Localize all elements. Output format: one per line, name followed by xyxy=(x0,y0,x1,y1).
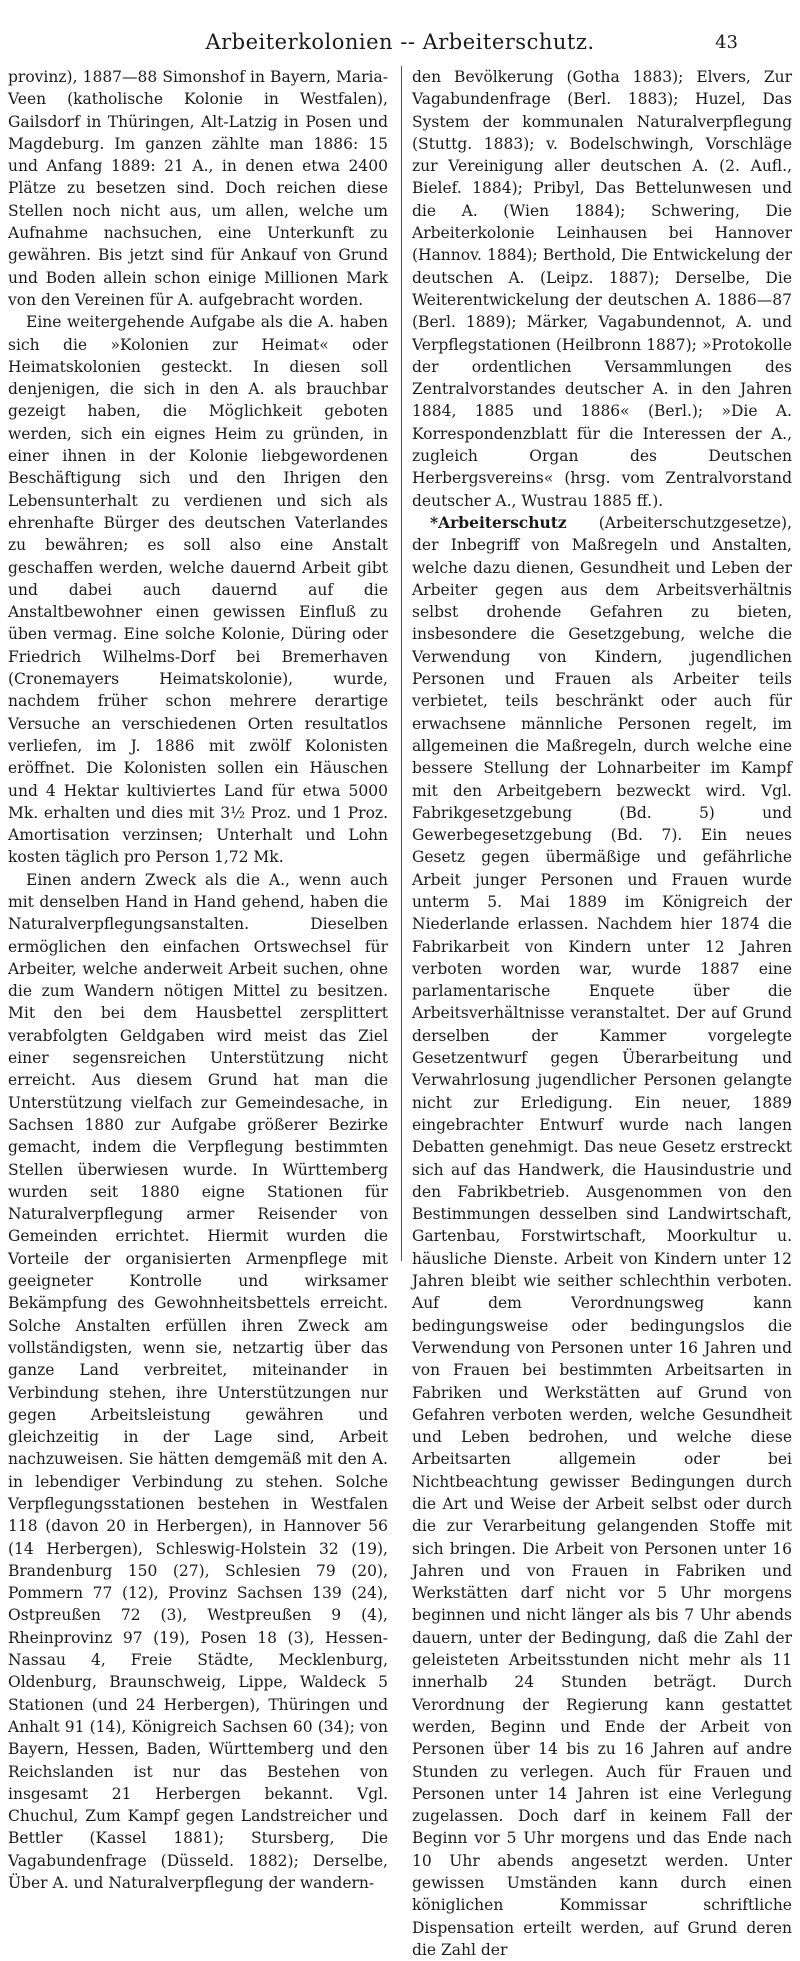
paragraph: provinz), 1887—88 Simonshof in Bayern, Maria-Veen (katholische Kolonie in Westfalen), Gailsdorf in Thüringen, Alt-Latzig in Posen und Magdeburg. Im ganzen zählte man 1886: 15 und Anfang 1889: 21 A., in denen etwa 2400 Plätze zu besetzen sind. Doch reichen diese Stellen noch nicht aus, um allen, welche um Aufnahme nachsuchen, eine Unterkunft zu gewähren. Bis jetzt sind für Ankauf von Grund und Boden allein schon einige Millionen Mark von den Vereinen für A. aufgebracht worden. xyxy=(8,68,388,309)
paragraph: Eine weitergehende Aufgabe als die A. haben sich die »Kolonien zur Heimat« oder Heimatskolonien gesteckt. In diesen soll denjenigen, die sich in den A. als brauchbar gezeigt haben, die Möglichkeit geboten werden, sich ein eignes Heim zu gründen, in einer ihnen in der Kolonie liebgewordenen Beschäftigung sich und den Ihrigen den Lebensunterhalt zu verdienen und sich als ehrenhafte Bürger des deutschen Vaterlandes zu bewähren; es soll also eine Anstalt geschaffen werden, welche dauernd Arbeit gibt und dabei auch dauernd auf die Anstaltbewohner einen gewissen Einfluß zu üben vermag. Eine solche Kolonie, Düring oder Friedrich Wilhelms-Dorf bei Bremerhaven (Cronemayers Heimatskolonie), wurde, nachdem früher schon mehrere derartige Versuche an verschiedenen Orten resultatlos verliefen, im J. 1886 mit zwölf Kolonisten eröffnet. Die Kolonisten sollen ein Häuschen und 4 Hektar kultiviertes Land für etwa 5000 Mk. erhalten und dies mit 3½ Proz. und 1 Proz. Amortisation verzinsen; Unterhalt und Lohn kosten täglich pro Person 1,72 Mk. xyxy=(8,313,388,867)
entry-arbeiterschutz xyxy=(412,512,792,1961)
paragraph: Einen andern Zweck als die A., wenn auch mit denselben Hand in Hand gehend, haben die Naturalverpflegungsanstalten. Dieselben ermöglichen den einfachen Ortswechsel für Arbeiter, welche anderweit Arbeit suchen, ohne die zum Wandern nötigen Mittel zu besitzen. Mit den bei dem Hausbettel zersplittert verabfolgten Geldgaben wird meist das Ziel einer segensreichen Unterstützung nicht erreicht. Aus diesem Grund hat man die Unterstützung vielfach zur Gemeindesache, in Sachsen 1880 zur Aufgabe größerer Bezirke gemacht, indem die Verpflegung bestimmten Stellen überwiesen wurde. In Württemberg wurden seit 1880 eigne Stationen für Naturalverpflegung armer Reisender von Gemeinden errichtet. Hiermit wurden die Vorteile der organisierten Armenpflege mit geeigneter Kontrolle und wirksamer Bekämpfung des Gewohnheitsbettels erreicht. Solche Anstalten erfüllen ihren Zweck am vollständigsten, wenn sie, netzartig über das ganze Land verbreitet, miteinander in Verbindung stehen, ihre Unterstützungen nur gegen Arbeitsleistung gewähren und gleichzeitig in der Lage sind, Arbeit nachzuweisen. Sie hätten demgemäß mit den A. in lebendiger Verbindung zu stehen. Solche Verpflegungsstationen bestehen in Westfalen 118 (davon 20 in Herbergen), in Hannover 56 (14 Herbergen), Schleswig-Holstein 32 (19), Brandenburg 150 (27), Schlesien 79 (20), Pommern 77 (12), Provinz Sachsen 139 (24), Ostpreußen 72 (3), Westpreußen 9 (4), Rheinprovinz 97 (19), Posen 18 (3), Hessen-Nassau 4, Freie Städte, Mecklenburg, Oldenburg, Braunschweig, Lippe, Waldeck 5 Stationen (und 24 Herbergen), Thüringen und Anhalt 91 (14), Königreich Sachsen 60 (34); von Bayern, Hessen, Baden, Württemberg und den Reichslanden ist nur das Bestehen von insgesamt 21 Herbergen bekannt. Vgl. Chuchul, Zum Kampf gegen Landstreicher und Bettler (Kassel 1881); Stursberg, Die Vagabundenfrage (Düsseld. 1882); Derselbe, Über A. und Naturalverpflegung der wandern- xyxy=(8,870,388,1893)
running-title: Arbeiterkolonien -- Arbeiterschutz. xyxy=(205,30,595,54)
page-number: 43 xyxy=(715,32,738,53)
entry-text: (Arbeiterschutzgesetze), der Inbegriff von Maßregeln und Anstalten, welche dazu dienen, Gesundheit und Leben der Arbeiter gegen aus dem Arbeitsverhältnis selbst drohende Gefahren zu bieten, insbesondere die Gesetzgebung, welche die Verwendung von Kindern, jugendlichen Personen und Frauen als Arbeiter teils verbietet, teils beschränkt oder auch für erwachsene männliche Personen regelt, im allgemeinen die Maßregeln, durch welche eine bessere Stellung der Lohnarbeiter im Kampf mit den Arbeitgebern bezweckt wird. Vgl. Fabrikgesetzgebung (Bd. 5) und Gewerbegesetzgebung (Bd. 7). Ein neues Gesetz gegen übermäßige und gefährliche Arbeit junger Personen und Frauen wurde unterm 5. Mai 1889 im Königreich der Niederlande erlassen. Nachdem hier 1874 die Fabrikarbeit von Kindern unter 12 Jahren verboten worden war, wurde 1887 eine parlamentarische Enquete über die Arbeitsverhältnisse veranstaltet. Der auf Grund derselben der Kammer vorgelegte Gesetzentwurf gegen Überarbeitung und Verwahrlosung jugendlicher Personen gelangte nicht zur Erledigung. Ein neuer, 1889 eingebrachter Entwurf wurde nach langen Debatten genehmigt. Das neue Gesetz erstreckt sich auf das Handwerk, die Hausindustrie und den Fabrikbetrieb. Ausgenommen von den Bestimmungen desselben sind Landwirtschaft, Gartenbau, Forstwirtschaft, Moorkultur u. häusliche Dienste. Arbeit von Kindern unter 12 Jahren bleibt wie seither schlechthin verboten. Auf dem Verordnungsweg kann bedingungsweise oder bedingungslos die Verwendung von Personen unter 16 Jahren und von Frauen bei bestimmten Arbeitsarten in Fabriken und Werkstätten auf Grund von Gefahren verboten werden, welche Gesundheit und Leben bedrohen, und welche diese Arbeitsarten allgemein oder bei Nichtbeachtung gewisser Bedingungen durch die Art und Weise der Arbeit selbst oder durch die zur Verarbeitung gelangenden Stoffe mit sich bringen. Die Arbeit von Personen unter 16 Jahren und von Frauen in Fabriken und Werkstätten darf nicht vor 5 Uhr morgens beginnen und nicht länger als bis 7 Uhr abends dauern, unter der Bedingung, daß die Zahl der geleisteten Arbeitsstunden nicht mehr als 11 innerhalb 24 Stunden beträgt. Durch Verordnung der Regierung kann gestattet werden, Beginn und Ende der Arbeit von Personen über 14 bis zu 16 Jahren auf andre Stunden zu verlegen. Auch für Frauen und Personen unter 14 Jahren ist eine Verlegung zugelassen. Doch darf in keinem Fall der Beginn vor 5 Uhr morgens und das Ende nach 10 Uhr abends angesetzt werden. Unter gewissen Umständen kann durch einen königlichen Kommissar schriftliche Dispensation erteilt werden, auf Grund deren die Zahl der xyxy=(412,513,792,1959)
left-column xyxy=(8,66,388,1893)
right-column xyxy=(412,66,792,1959)
entry-lemma: *Arbeiterschutz xyxy=(430,512,567,532)
column-divider xyxy=(401,66,402,1261)
paragraph: den Bevölkerung (Gotha 1883); Elvers, Zur Vagabundenfrage (Berl. 1883); Huzel, Das System der kommunalen Naturalverpflegung (Stuttg. 1883); v. Bodelschwingh, Vorschläge zur Vereinigung aller deutschen A. (2. Aufl., Bielef. 1884); Pribyl, Das Bettelunwesen und die A. (Wien 1884); Schwering, Die Arbeiterkolonie Leinhausen bei Hannover (Hannov. 1884); Berthold, Die Entwickelung der deutschen A. (Leipz. 1887); Derselbe, Die Weiterentwickelung der deutschen A. 1886—87 (Berl. 1889); Märker, Vagabundennot, A. und Verpflegstationen (Heilbronn 1887); »Protokolle der ordentlichen Versammlungen des Zentralvorstandes deutscher A. in den Jahren 1884, 1885 und 1886« (Berl.); »Die A. Korrespondenzblatt für die Interessen der A., zugleich Organ des Deutschen Herbergsvereins« (hrsg. vom Zentralvorstand deutscher A., Wustrau 1885 ff.). xyxy=(412,68,792,510)
running-head xyxy=(0,12,800,52)
